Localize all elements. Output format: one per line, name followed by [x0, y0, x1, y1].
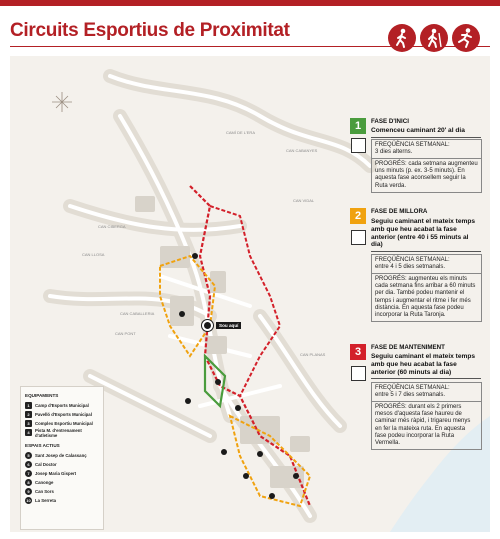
legend-number: 10	[26, 498, 31, 503]
legend-item	[25, 460, 99, 469]
map-legend	[20, 386, 104, 530]
legend-number: 4	[25, 429, 32, 436]
phase-goal: Seguiu caminant el mateix temps amb que heu acabat la fase anterior (entre 40 i 55 minuts al dia)	[371, 218, 481, 252]
frequency-value: entre 4 i 5 dies setmanals.	[375, 264, 446, 271]
legend-label: Sant Josep de Calassanç	[35, 453, 87, 458]
running-icon	[452, 24, 480, 52]
phase-progress: PROGRÉS: durant els 2 primers mesos d'aquesta fase haureu de caminar més ràpid, i trigareu menys en fer la mateixa ruta. En aquesta fase podeu incorporar la Ruta Vermella.	[371, 401, 482, 450]
phase-2-panel	[350, 208, 482, 344]
legend-item	[25, 469, 99, 478]
legend-label: Josep Maria Gispert	[35, 471, 77, 476]
phase-goal: Comenceu caminant 20' al dia	[371, 127, 481, 138]
phase-frequency	[371, 254, 482, 274]
legend-label: Can Sors	[35, 489, 54, 494]
place-label: CAN CIBERGA	[98, 224, 126, 229]
qr-code-icon[interactable]	[351, 366, 366, 381]
you-are-here-label: Sou aquí	[216, 322, 241, 329]
legend-item	[25, 496, 99, 505]
phase-progress: PROGRÉS: cada setmana augmenteu uns minuts (p. ex. 3-5 minuts). En aquesta fase aconsellem seguir la Ruta verda.	[371, 158, 482, 193]
legend-number: 7	[25, 470, 32, 477]
legend-number: 1	[25, 402, 32, 409]
legend-number: 5	[25, 452, 32, 459]
legend-number: 6	[25, 461, 32, 468]
legend-item	[25, 428, 99, 437]
frequency-label: FREQÜÈNCIA SETMANAL:	[375, 385, 450, 391]
phase-1-panel	[350, 118, 482, 204]
phase-number-badge: 3	[350, 344, 366, 360]
page-title: Circuits Esportius de Proximitat	[10, 20, 290, 41]
legend-item	[25, 451, 99, 460]
legend-number: 3	[25, 420, 32, 427]
walking-icon	[388, 24, 416, 52]
legend-espais-heading: ESPAIS ACTIUS	[25, 443, 60, 448]
title-divider	[10, 46, 490, 47]
legend-label: Pavelló d'Esports Municipal	[35, 412, 92, 417]
place-label: CAN CABALLERIA	[120, 311, 155, 316]
place-label: CAN LLOSA	[82, 252, 105, 257]
legend-number: 8	[25, 479, 32, 486]
frequency-label: FREQÜÈNCIA SETMANAL:	[375, 257, 450, 263]
legend-label: Complex Esportiu Municipal	[35, 421, 93, 426]
qr-code-icon[interactable]	[351, 230, 366, 245]
phase-title: FASE DE MILLORA	[371, 208, 428, 215]
phase-frequency	[371, 382, 482, 402]
you-are-here-marker	[202, 320, 241, 331]
legend-item	[25, 401, 99, 410]
place-label: CAN PONT	[115, 331, 136, 336]
legend-label: Camp d'Esports Municipal	[35, 403, 89, 408]
place-label: CAMÍ DE L'ERA	[226, 130, 255, 135]
phase-title: FASE D'INICI	[371, 118, 409, 125]
legend-item	[25, 410, 99, 419]
phase-progress: PROGRÉS: augmenteu els minuts cada setmana fins arribar a 60 minuts per dia. També podeu mantenir el temps i augmentar el ritme i fer més distància. En aquesta fase podeu incorporar la Ruta Taronja.	[371, 273, 482, 322]
place-label: CAN PLANAS	[300, 352, 326, 357]
legend-label: Pista M. d'entrenament d'atletisme	[35, 427, 82, 438]
legend-label: Canonge	[35, 480, 54, 485]
top-accent-bar	[0, 0, 500, 6]
legend-item	[25, 487, 99, 496]
place-label: CAN CABANYES	[286, 148, 318, 153]
legend-number: 9	[25, 488, 32, 495]
frequency-label: FREQÜÈNCIA SETMANAL:	[375, 142, 450, 148]
legend-label: Cal Doctor	[35, 462, 57, 467]
hiking-icon	[420, 24, 448, 52]
phase-number-badge: 1	[350, 118, 366, 134]
location-pin-icon	[202, 320, 213, 331]
frequency-value: entre 5 i 7 dies setmanals.	[375, 392, 446, 399]
qr-code-icon[interactable]	[351, 138, 366, 153]
legend-equipaments-heading: EQUIPAMENTS	[25, 393, 59, 398]
phase-number-badge: 2	[350, 208, 366, 224]
phase-3-panel	[350, 344, 482, 454]
phase-goal: Seguiu caminant el mateix temps amb que heu acabat la fase anterior (60 minuts al dia)	[371, 353, 481, 379]
place-label: CAN VIDAL	[293, 198, 315, 203]
phase-title: FASE DE MANTENIMENT	[371, 344, 445, 351]
legend-label: La Serreta	[35, 498, 57, 503]
legend-number: 2	[25, 411, 32, 418]
legend-item	[25, 478, 99, 487]
frequency-value: 3 dies alterns.	[375, 149, 413, 156]
phase-frequency	[371, 139, 482, 159]
